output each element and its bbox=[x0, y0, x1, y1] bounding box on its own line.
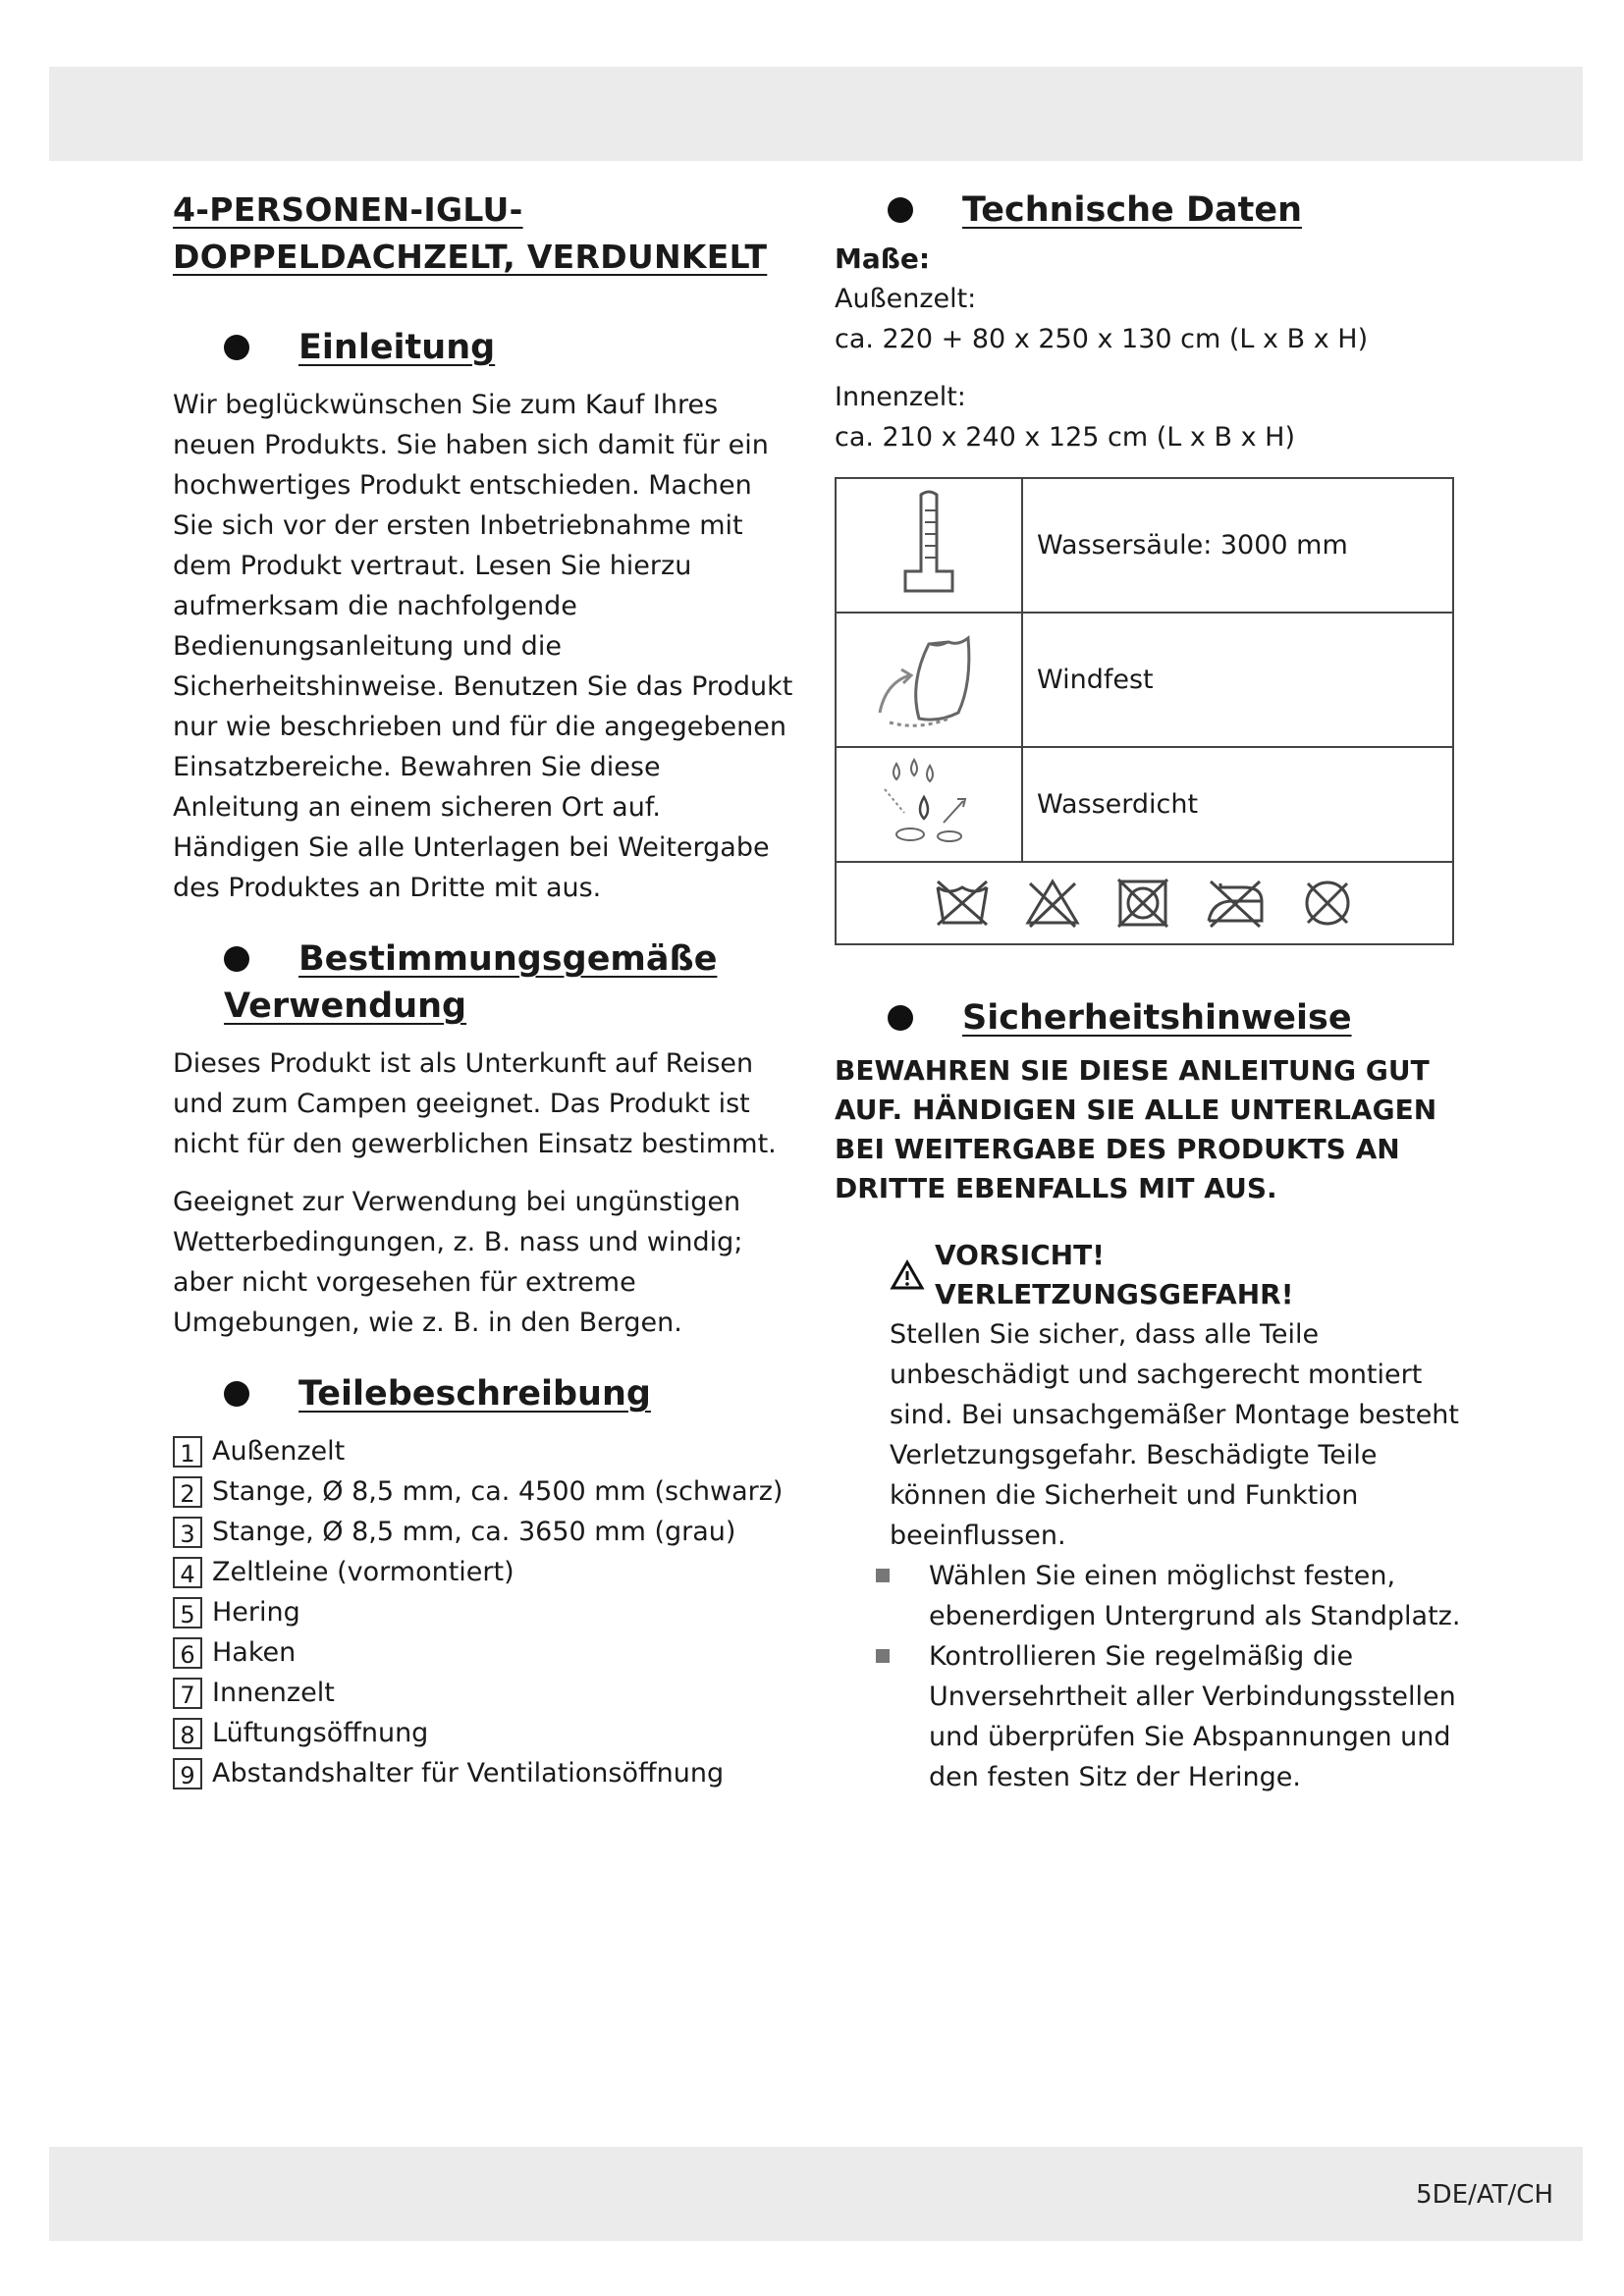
wind-icon bbox=[870, 624, 988, 732]
section-heading-parts: Teilebeschreibung bbox=[224, 1370, 793, 1417]
do-not-wash-icon bbox=[934, 878, 991, 929]
inner-tent-label: Innenzelt: bbox=[835, 382, 966, 412]
warning-block bbox=[890, 1236, 1473, 1797]
list-item: Kontrollieren Sie regelmäßig die Unversehrtheit aller Verbindungsstellen und überprüfen Sie Abspannungen und den festen Sitz der Heringe. bbox=[876, 1636, 1473, 1797]
section-heading-use: Bestimmungsgemäße bbox=[224, 935, 793, 983]
dims-heading: Maße: bbox=[835, 242, 931, 275]
table-row bbox=[836, 862, 1453, 944]
square-bullet-icon bbox=[876, 1649, 890, 1663]
safety-notice: BEWAHREN SIE DIESE ANLEITUNG GUT AUF. HÄNDIGEN SIE ALLE UNTERLAGEN BEI WEITERGABE DES PRODUKTS AN DRITTE EBENFALLS MIT AUS. bbox=[835, 1054, 1437, 1204]
section-heading-use-line2: Verwendung bbox=[224, 987, 467, 1026]
bullet-dot-icon bbox=[224, 946, 249, 972]
do-not-dry-clean-icon bbox=[1299, 878, 1356, 929]
parts-list bbox=[173, 1431, 793, 1793]
list-item: 5 Hering bbox=[173, 1592, 793, 1632]
tech-table bbox=[835, 477, 1454, 945]
tech-value: Windfest bbox=[1022, 613, 1453, 747]
warning-triangle-icon bbox=[890, 1259, 925, 1291]
intro-text: Wir beglückwünschen Sie zum Kauf Ihres neuen Produkts. Sie haben sich damit für ein hochwertiges Produkt entschieden. Machen Sie sich vor der ersten Inbetriebnahme mit dem Produkt vertraut. Lesen Sie hierzu aufmerksam die nachfolgende Bedienungsanleitung und die Sicherheitshinweise. Benutzen Sie das Produkt nur wie beschrieben und für die angegebenen Einsatzbereiche. Bewahren Sie diese Anleitung an einem sicheren Ort auf. Händigen Sie alle Unterlagen bei Weitergabe des Produktes an Dritte mit aus. bbox=[173, 390, 793, 903]
right-column bbox=[835, 187, 1473, 1797]
list-item: 4 Zeltleine (vormontiert) bbox=[173, 1552, 793, 1592]
outer-tent-label: Außenzelt: bbox=[835, 284, 977, 314]
water-column-icon bbox=[899, 489, 958, 599]
warning-heading: VORSICHT! VERLETZUNGSGEFAHR! bbox=[890, 1236, 1473, 1314]
table-row bbox=[836, 478, 1453, 613]
section-heading-intro: Einleitung bbox=[224, 324, 793, 371]
bullet-dot-icon bbox=[224, 1381, 249, 1407]
square-bullet-icon bbox=[876, 1569, 890, 1582]
list-item: 1 Außenzelt bbox=[173, 1431, 793, 1471]
footer-band bbox=[49, 2147, 1583, 2241]
left-column bbox=[173, 187, 793, 1793]
list-item: 9 Abstandshalter für Ventilationsöffnung bbox=[173, 1753, 793, 1793]
inner-tent-value: ca. 210 x 240 x 125 cm (L x B x H) bbox=[835, 422, 1295, 453]
use-text-2: Geeignet zur Verwendung bei ungünstigen Wetterbedingungen, z. B. nass und windig; aber nicht vorgesehen für extreme Umgebungen, wie z. B. in den Bergen. bbox=[173, 1187, 743, 1338]
bullet-dot-icon bbox=[224, 335, 249, 360]
bullet-dot-icon bbox=[888, 1005, 913, 1031]
use-text-1: Dieses Produkt ist als Unterkunft auf Reisen und zum Campen geeignet. Das Produkt ist nicht für den gewerblichen Einsatz bestimmt. bbox=[173, 1048, 777, 1159]
care-symbols bbox=[838, 864, 1451, 942]
do-not-bleach-icon bbox=[1024, 878, 1081, 929]
header-band bbox=[49, 67, 1583, 161]
document-title: 4-PERSONEN-IGLU- DOPPELDACHZELT, VERDUNKELT bbox=[173, 190, 768, 276]
do-not-iron-icon bbox=[1205, 878, 1266, 929]
outer-tent-value: ca. 220 + 80 x 250 x 130 cm (L x B x H) bbox=[835, 324, 1369, 354]
do-not-tumble-dry-icon bbox=[1114, 878, 1171, 929]
table-row bbox=[836, 747, 1453, 862]
tech-value: Wasserdicht bbox=[1022, 747, 1453, 862]
warning-text: Stellen Sie sicher, dass alle Teile unbeschädigt und sachgerecht montiert sind. Bei unsachgemäßer Montage besteht Verletzungsgefahr. Beschädigte Teile können die Sicherheit und Funktion beeinflussen. bbox=[890, 1319, 1459, 1551]
bullet-dot-icon bbox=[888, 197, 913, 223]
list-item: 3 Stange, Ø 8,5 mm, ca. 3650 mm (grau) bbox=[173, 1512, 793, 1552]
list-item: 8 Lüftungsöffnung bbox=[173, 1713, 793, 1753]
page-number: 5DE/AT/CH bbox=[1416, 2180, 1553, 2210]
list-item: 2 Stange, Ø 8,5 mm, ca. 4500 mm (schwarz) bbox=[173, 1471, 793, 1512]
section-heading-tech: Technische Daten bbox=[888, 187, 1473, 234]
waterproof-icon bbox=[875, 754, 983, 852]
list-item: Wählen Sie einen möglichst festen, ebenerdigen Untergrund als Standplatz. bbox=[876, 1556, 1473, 1636]
list-item: 6 Haken bbox=[173, 1632, 793, 1673]
list-item: 7 Innenzelt bbox=[173, 1673, 793, 1713]
table-row bbox=[836, 613, 1453, 747]
tech-value: Wassersäule: 3000 mm bbox=[1022, 478, 1453, 613]
section-heading-safety: Sicherheitshinweise bbox=[888, 994, 1473, 1041]
